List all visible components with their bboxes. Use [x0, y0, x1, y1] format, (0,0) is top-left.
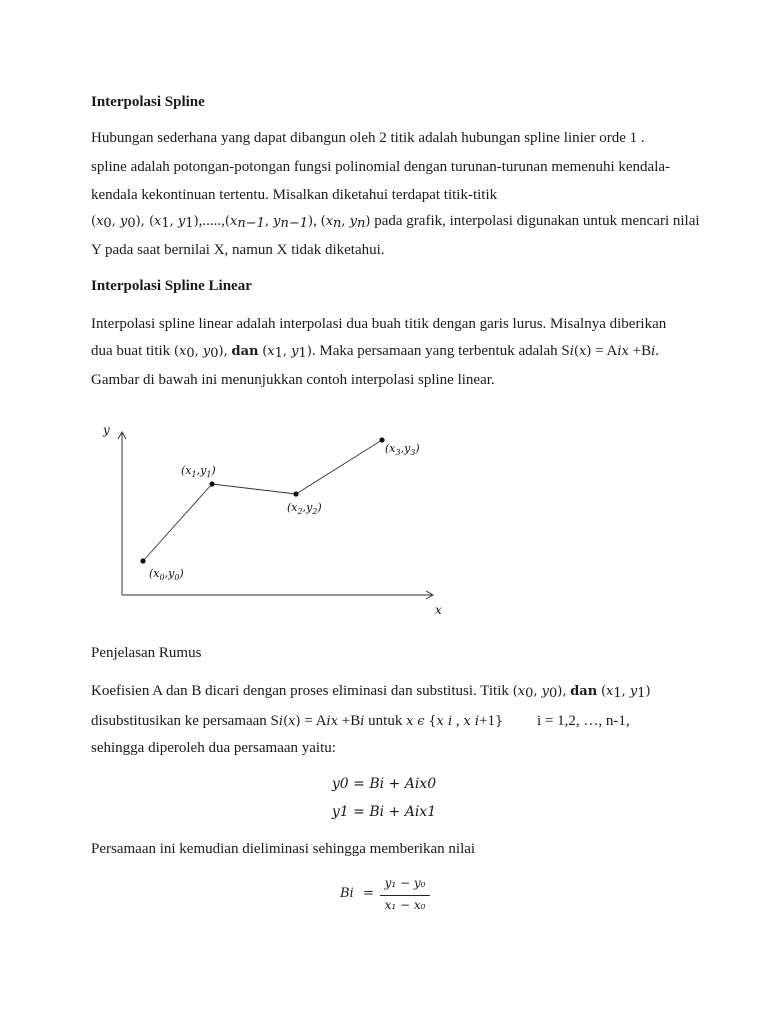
paragraph-1-line-3: kendala kekontinuan tertentu. Misalkan diketahui terdapat titik-titik	[91, 187, 498, 203]
paragraph-3-line-2-a: disubstitusikan ke persamaan S	[91, 713, 279, 729]
paragraph-1-line-2: spline adalah potongan-potongan fungsi polinomial dengan turunan-turunan memenuhi kendala-	[91, 159, 671, 175]
paragraph-3-line-2-c: i = 1,2, …, n-1,	[537, 713, 630, 729]
spline-figure	[95, 418, 455, 623]
x-axis-label: x	[435, 603, 442, 617]
paragraph-3-line-1: Koefisien A dan B dicari dengan proses eliminasi dan substitusi. Titik ($x_0$, $y_0$), dan ($x_1$, $y_1$)	[91, 683, 651, 701]
paragraph-1-line-4-text: pada grafik, interpolasi digunakan untuk mencari nilai	[374, 213, 700, 229]
equation-1: y0 = Bi + Aix0	[331, 776, 437, 792]
fraction-lhs: Bi	[340, 886, 354, 901]
point-0	[140, 558, 145, 563]
point-label-3: $(x_3,y_3)$	[385, 442, 420, 457]
point-2	[293, 491, 298, 496]
paragraph-2-line-2-b: . Maka persamaan yang terbentuk adalah S	[311, 343, 570, 359]
paragraph-4: Persamaan ini kemudian dieliminasi sehingga memberikan nilai	[91, 841, 476, 857]
fraction-denominator: x₁ − x₀	[384, 898, 426, 912]
point-label-2: $(x_2,y_2)$	[287, 501, 322, 516]
point-3	[379, 437, 384, 442]
point-label-1: $(x_1,y_1)$	[181, 464, 216, 479]
paragraph-3-line-2-b: untuk	[368, 713, 403, 729]
point-label-0: $(x_0,y_0)$	[149, 567, 184, 582]
paragraph-2-line-2: dua buat titik ($x_0$, $y_0$), dan ($x_1$, $y_1$). Maka persamaan yang terbentuk adalah Si(x) = Aix +Bi.	[91, 343, 659, 361]
equation-2: y1 = Bi + Aix1	[331, 804, 437, 820]
spline-line	[143, 440, 382, 561]
dan-word: dan	[231, 344, 259, 359]
fraction-bar	[380, 895, 430, 896]
paragraph-1-line-5: Y pada saat bernilai X, namun X tidak diketahui.	[91, 242, 385, 258]
paragraph-3-line-3: sehingga diperoleh dua persamaan yaitu:	[91, 740, 336, 756]
paragraph-2-line-2-a: dua buat titik	[91, 343, 171, 359]
dan-word-2: dan	[570, 684, 598, 699]
heading-interpolasi-spline-linear: Interpolasi Spline Linear	[91, 278, 252, 294]
paragraph-1-line-1: Hubungan sederhana yang dapat dibangun oleh 2 titik adalah hubungan spline linier orde 1 .	[91, 130, 645, 146]
fraction-equation: Bi = y₁ − y₀ x₁ − x₀	[340, 874, 450, 918]
paragraph-2-line-3: Gambar di bawah ini menunjukkan contoh interpolasi spline linear.	[91, 372, 495, 388]
paragraph-2-line-1: Interpolasi spline linear adalah interpolasi dua buah titik dengan garis lurus. Misalnya diberikan	[91, 316, 667, 332]
heading-interpolasi-spline: Interpolasi Spline	[91, 94, 205, 110]
point-1	[209, 481, 214, 486]
y-axis-label: y	[103, 423, 110, 437]
section-penjelasan-rumus: Penjelasan Rumus	[91, 645, 202, 661]
paragraph-3-line-1-a: Koefisien A dan B dicari dengan proses eliminasi dan substitusi. Titik	[91, 683, 509, 699]
paragraph-1-line-4: ($x_0$, $y_0$), ($x_1$, $y_1),.....,(x_{n-1}$, $y_{n-1}$), ($x_n$, $y_n$) pada grafik, interpolasi digunakan untuk mencari nilai	[91, 213, 700, 231]
paragraph-3-line-2: disubstitusikan ke persamaan Si(x) = Aix +Bi untuk x ϵ {x i , x i+1} i = 1,2, …, n-1,	[91, 713, 630, 729]
fraction-numerator: y₁ − y₀	[384, 876, 426, 890]
